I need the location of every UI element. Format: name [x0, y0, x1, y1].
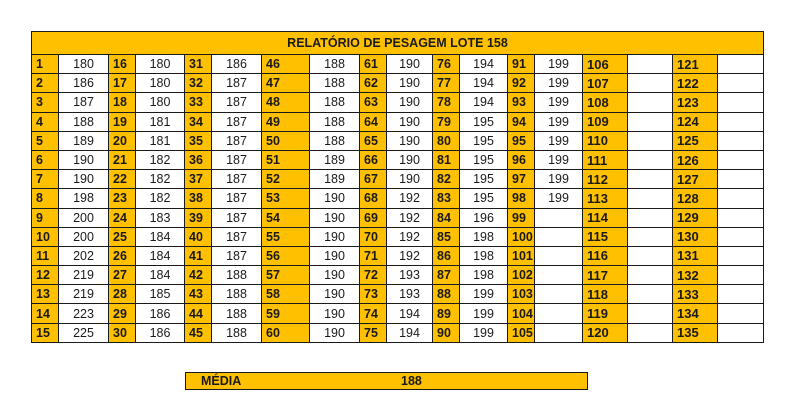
animal-number-cell: 117	[583, 266, 628, 285]
weight-cell: 190	[310, 285, 360, 304]
animal-number-cell: 34	[185, 112, 212, 131]
average-label: MÉDIA	[201, 374, 242, 388]
weight-cell: 188	[310, 55, 360, 74]
weight-cell	[628, 189, 673, 208]
weight-cell: 198	[460, 266, 508, 285]
weight-cell: 199	[460, 304, 508, 323]
animal-number-cell: 113	[583, 189, 628, 208]
weight-cell: 199	[460, 285, 508, 304]
weight-cell	[628, 227, 673, 246]
animal-number-cell: 20	[109, 131, 136, 150]
animal-number-cell: 81	[433, 150, 460, 169]
animal-number-cell: 135	[673, 323, 718, 342]
animal-number-cell: 104	[508, 304, 535, 323]
animal-number-cell: 75	[360, 323, 387, 342]
weight-cell: 189	[310, 150, 360, 169]
animal-number-cell: 116	[583, 246, 628, 265]
animal-number-cell: 131	[673, 246, 718, 265]
animal-number-cell: 9	[32, 208, 59, 227]
weight-cell	[718, 208, 764, 227]
weight-cell: 195	[460, 170, 508, 189]
animal-number-cell: 40	[185, 227, 212, 246]
animal-number-cell: 70	[360, 227, 387, 246]
animal-number-cell: 15	[32, 323, 59, 342]
animal-number-cell: 51	[262, 150, 310, 169]
animal-number-cell: 7	[32, 170, 59, 189]
weight-cell: 190	[387, 131, 433, 150]
weight-cell	[718, 55, 764, 74]
weight-cell	[628, 150, 673, 169]
animal-number-cell: 99	[508, 208, 535, 227]
weight-cell: 181	[136, 112, 185, 131]
animal-number-cell: 126	[673, 150, 718, 169]
weight-cell: 193	[387, 285, 433, 304]
weight-cell: 182	[136, 170, 185, 189]
weight-cell	[628, 74, 673, 93]
weight-cell: 188	[310, 131, 360, 150]
animal-number-cell: 27	[109, 266, 136, 285]
animal-number-cell: 91	[508, 55, 535, 74]
animal-number-cell: 44	[185, 304, 212, 323]
weight-cell: 187	[212, 74, 262, 93]
weight-cell: 187	[212, 93, 262, 112]
animal-number-cell: 50	[262, 131, 310, 150]
weight-cell: 190	[387, 74, 433, 93]
weight-cell: 199	[535, 131, 583, 150]
animal-number-cell: 119	[583, 304, 628, 323]
weight-cell: 199	[535, 55, 583, 74]
weight-cell: 195	[460, 189, 508, 208]
animal-number-cell: 46	[262, 55, 310, 74]
weight-cell	[628, 323, 673, 342]
weight-cell: 192	[387, 189, 433, 208]
weight-cell: 180	[136, 55, 185, 74]
animal-number-cell: 69	[360, 208, 387, 227]
weight-cell	[718, 150, 764, 169]
weight-cell	[718, 304, 764, 323]
animal-number-cell: 65	[360, 131, 387, 150]
weight-cell: 192	[387, 246, 433, 265]
animal-number-cell: 12	[32, 266, 59, 285]
weight-cell: 187	[212, 246, 262, 265]
weight-cell	[535, 285, 583, 304]
weight-cell: 190	[310, 246, 360, 265]
animal-number-cell: 23	[109, 189, 136, 208]
weight-cell	[535, 266, 583, 285]
average-row	[185, 372, 588, 390]
animal-number-cell: 71	[360, 246, 387, 265]
animal-number-cell: 48	[262, 93, 310, 112]
animal-number-cell: 68	[360, 189, 387, 208]
weight-cell: 202	[59, 246, 109, 265]
weight-cell	[718, 131, 764, 150]
table-row	[32, 131, 764, 150]
animal-number-cell: 102	[508, 266, 535, 285]
animal-number-cell: 80	[433, 131, 460, 150]
weight-cell: 193	[387, 266, 433, 285]
animal-number-cell: 97	[508, 170, 535, 189]
animal-number-cell: 114	[583, 208, 628, 227]
animal-number-cell: 1	[32, 55, 59, 74]
weight-cell: 187	[212, 112, 262, 131]
weight-cell: 192	[387, 208, 433, 227]
animal-number-cell: 120	[583, 323, 628, 342]
weight-cell: 189	[59, 131, 109, 150]
weight-cell: 194	[460, 74, 508, 93]
animal-number-cell: 73	[360, 285, 387, 304]
animal-number-cell: 121	[673, 55, 718, 74]
weight-cell: 190	[387, 112, 433, 131]
animal-number-cell: 94	[508, 112, 535, 131]
weight-cell	[628, 208, 673, 227]
weight-cell: 186	[136, 323, 185, 342]
animal-number-cell: 16	[109, 55, 136, 74]
table-row	[32, 304, 764, 323]
weight-cell: 194	[460, 55, 508, 74]
weight-cell: 200	[59, 208, 109, 227]
weight-cell: 183	[136, 208, 185, 227]
weight-cell: 190	[387, 150, 433, 169]
animal-number-cell: 96	[508, 150, 535, 169]
table-row	[32, 74, 764, 93]
animal-number-cell: 25	[109, 227, 136, 246]
weight-cell	[718, 189, 764, 208]
weight-cell: 190	[387, 55, 433, 74]
weight-cell	[535, 323, 583, 342]
animal-number-cell: 10	[32, 227, 59, 246]
animal-number-cell: 84	[433, 208, 460, 227]
animal-number-cell: 36	[185, 150, 212, 169]
animal-number-cell: 134	[673, 304, 718, 323]
animal-number-cell: 123	[673, 93, 718, 112]
weight-cell	[718, 323, 764, 342]
animal-number-cell: 115	[583, 227, 628, 246]
table-row	[32, 112, 764, 131]
weight-cell: 196	[460, 208, 508, 227]
animal-number-cell: 39	[185, 208, 212, 227]
weight-cell: 187	[212, 189, 262, 208]
animal-number-cell: 127	[673, 170, 718, 189]
animal-number-cell: 85	[433, 227, 460, 246]
weight-cell	[628, 55, 673, 74]
animal-number-cell: 49	[262, 112, 310, 131]
animal-number-cell: 130	[673, 227, 718, 246]
table-row	[32, 93, 764, 112]
animal-number-cell: 129	[673, 208, 718, 227]
animal-number-cell: 17	[109, 74, 136, 93]
animal-number-cell: 59	[262, 304, 310, 323]
animal-number-cell: 60	[262, 323, 310, 342]
weight-cell	[628, 246, 673, 265]
animal-number-cell: 22	[109, 170, 136, 189]
animal-number-cell: 41	[185, 246, 212, 265]
weight-cell	[718, 93, 764, 112]
animal-number-cell: 19	[109, 112, 136, 131]
table-row	[32, 227, 764, 246]
animal-number-cell: 128	[673, 189, 718, 208]
weight-cell: 187	[212, 208, 262, 227]
animal-number-cell: 109	[583, 112, 628, 131]
weight-cell: 184	[136, 246, 185, 265]
weight-cell: 219	[59, 266, 109, 285]
animal-number-cell: 64	[360, 112, 387, 131]
animal-number-cell: 30	[109, 323, 136, 342]
animal-number-cell: 74	[360, 304, 387, 323]
animal-number-cell: 42	[185, 266, 212, 285]
weight-cell	[628, 131, 673, 150]
weight-cell: 192	[387, 227, 433, 246]
table-row	[32, 55, 764, 74]
weight-cell: 194	[460, 93, 508, 112]
animal-number-cell: 72	[360, 266, 387, 285]
animal-number-cell: 66	[360, 150, 387, 169]
weight-cell	[718, 170, 764, 189]
animal-number-cell: 105	[508, 323, 535, 342]
animal-number-cell: 112	[583, 170, 628, 189]
weight-cell: 199	[535, 150, 583, 169]
weight-cell: 186	[212, 55, 262, 74]
animal-number-cell: 37	[185, 170, 212, 189]
weight-cell: 198	[59, 189, 109, 208]
weight-cell: 198	[460, 246, 508, 265]
weight-cell: 186	[59, 74, 109, 93]
weight-cell: 195	[460, 131, 508, 150]
animal-number-cell: 4	[32, 112, 59, 131]
weight-cell: 188	[212, 323, 262, 342]
weight-cell: 200	[59, 227, 109, 246]
animal-number-cell: 18	[109, 93, 136, 112]
animal-number-cell: 93	[508, 93, 535, 112]
weight-cell: 182	[136, 189, 185, 208]
report-title: RELATÓRIO DE PESAGEM LOTE 158	[32, 32, 764, 55]
weight-cell	[718, 74, 764, 93]
weight-cell: 184	[136, 266, 185, 285]
table-row	[32, 246, 764, 265]
animal-number-cell: 95	[508, 131, 535, 150]
table-row	[32, 266, 764, 285]
animal-number-cell: 90	[433, 323, 460, 342]
animal-number-cell: 103	[508, 285, 535, 304]
weight-cell	[628, 304, 673, 323]
weight-cell: 188	[212, 266, 262, 285]
weight-cell: 190	[387, 93, 433, 112]
weight-cell: 188	[212, 285, 262, 304]
animal-number-cell: 56	[262, 246, 310, 265]
weight-cell: 198	[460, 227, 508, 246]
table-row	[32, 189, 764, 208]
animal-number-cell: 87	[433, 266, 460, 285]
weight-cell: 199	[535, 170, 583, 189]
animal-number-cell: 14	[32, 304, 59, 323]
weight-cell: 182	[136, 150, 185, 169]
animal-number-cell: 67	[360, 170, 387, 189]
animal-number-cell: 32	[185, 74, 212, 93]
weight-cell: 186	[136, 304, 185, 323]
animal-number-cell: 92	[508, 74, 535, 93]
animal-number-cell: 43	[185, 285, 212, 304]
weight-cell: 184	[136, 227, 185, 246]
animal-number-cell: 54	[262, 208, 310, 227]
animal-number-cell: 100	[508, 227, 535, 246]
weight-cell: 219	[59, 285, 109, 304]
animal-number-cell: 133	[673, 285, 718, 304]
weight-cell: 199	[535, 112, 583, 131]
weight-cell: 195	[460, 112, 508, 131]
animal-number-cell: 29	[109, 304, 136, 323]
animal-number-cell: 98	[508, 189, 535, 208]
animal-number-cell: 11	[32, 246, 59, 265]
animal-number-cell: 86	[433, 246, 460, 265]
weight-cell: 190	[59, 150, 109, 169]
animal-number-cell: 33	[185, 93, 212, 112]
weight-cell: 188	[310, 74, 360, 93]
animal-number-cell: 63	[360, 93, 387, 112]
weight-cell: 180	[136, 74, 185, 93]
weight-cell: 189	[310, 170, 360, 189]
weight-cell: 195	[460, 150, 508, 169]
animal-number-cell: 57	[262, 266, 310, 285]
animal-number-cell: 52	[262, 170, 310, 189]
animal-number-cell: 79	[433, 112, 460, 131]
animal-number-cell: 58	[262, 285, 310, 304]
weight-cell	[628, 170, 673, 189]
weight-cell: 188	[310, 93, 360, 112]
animal-number-cell: 108	[583, 93, 628, 112]
weight-cell: 187	[212, 170, 262, 189]
animal-number-cell: 111	[583, 150, 628, 169]
animal-number-cell: 62	[360, 74, 387, 93]
table-row	[32, 170, 764, 189]
weight-cell: 223	[59, 304, 109, 323]
weight-cell: 190	[387, 170, 433, 189]
weight-cell	[535, 227, 583, 246]
animal-number-cell: 55	[262, 227, 310, 246]
animal-number-cell: 35	[185, 131, 212, 150]
weight-cell: 194	[387, 304, 433, 323]
animal-number-cell: 38	[185, 189, 212, 208]
weight-cell	[628, 112, 673, 131]
animal-number-cell: 21	[109, 150, 136, 169]
weight-cell: 190	[310, 323, 360, 342]
animal-number-cell: 132	[673, 266, 718, 285]
animal-number-cell: 31	[185, 55, 212, 74]
weight-cell: 190	[310, 189, 360, 208]
weight-cell	[535, 304, 583, 323]
animal-number-cell: 53	[262, 189, 310, 208]
weight-cell: 199	[535, 189, 583, 208]
weight-cell	[718, 285, 764, 304]
animal-number-cell: 122	[673, 74, 718, 93]
animal-number-cell: 118	[583, 285, 628, 304]
weight-cell: 199	[535, 93, 583, 112]
weight-cell: 194	[387, 323, 433, 342]
animal-number-cell: 124	[673, 112, 718, 131]
weight-cell	[628, 285, 673, 304]
animal-number-cell: 45	[185, 323, 212, 342]
animal-number-cell: 6	[32, 150, 59, 169]
animal-number-cell: 125	[673, 131, 718, 150]
weight-cell: 180	[59, 55, 109, 74]
weight-cell: 187	[212, 131, 262, 150]
animal-number-cell: 110	[583, 131, 628, 150]
animal-number-cell: 26	[109, 246, 136, 265]
weight-cell: 185	[136, 285, 185, 304]
weight-cell	[718, 112, 764, 131]
animal-number-cell: 101	[508, 246, 535, 265]
animal-number-cell: 83	[433, 189, 460, 208]
weight-cell: 190	[310, 304, 360, 323]
weight-cell: 188	[59, 112, 109, 131]
weight-cell: 190	[310, 266, 360, 285]
weight-cell	[718, 246, 764, 265]
weight-cell: 187	[59, 93, 109, 112]
weight-cell	[628, 93, 673, 112]
animal-number-cell: 28	[109, 285, 136, 304]
weight-cell	[628, 266, 673, 285]
weight-cell	[718, 227, 764, 246]
animal-number-cell: 106	[583, 55, 628, 74]
animal-number-cell: 61	[360, 55, 387, 74]
animal-number-cell: 8	[32, 189, 59, 208]
weight-cell	[535, 208, 583, 227]
table-row	[32, 150, 764, 169]
weight-cell	[535, 246, 583, 265]
weight-cell: 199	[460, 323, 508, 342]
weight-cell: 188	[310, 112, 360, 131]
weight-cell: 225	[59, 323, 109, 342]
weight-cell: 181	[136, 131, 185, 150]
average-value: 188	[401, 374, 422, 388]
table-row	[32, 208, 764, 227]
animal-number-cell: 47	[262, 74, 310, 93]
animal-number-cell: 2	[32, 74, 59, 93]
weight-cell: 190	[310, 208, 360, 227]
animal-number-cell: 77	[433, 74, 460, 93]
weight-cell: 187	[212, 227, 262, 246]
weight-cell	[718, 266, 764, 285]
animal-number-cell: 3	[32, 93, 59, 112]
animal-number-cell: 82	[433, 170, 460, 189]
animal-number-cell: 76	[433, 55, 460, 74]
animal-number-cell: 78	[433, 93, 460, 112]
weight-cell: 187	[212, 150, 262, 169]
weighing-report-table	[31, 31, 764, 343]
animal-number-cell: 88	[433, 285, 460, 304]
weight-cell: 190	[59, 170, 109, 189]
weight-cell: 190	[310, 227, 360, 246]
weight-cell: 199	[535, 74, 583, 93]
animal-number-cell: 13	[32, 285, 59, 304]
table-row	[32, 285, 764, 304]
weight-cell: 180	[136, 93, 185, 112]
animal-number-cell: 89	[433, 304, 460, 323]
animal-number-cell: 24	[109, 208, 136, 227]
animal-number-cell: 5	[32, 131, 59, 150]
weight-cell: 188	[212, 304, 262, 323]
table-row	[32, 323, 764, 342]
animal-number-cell: 107	[583, 74, 628, 93]
